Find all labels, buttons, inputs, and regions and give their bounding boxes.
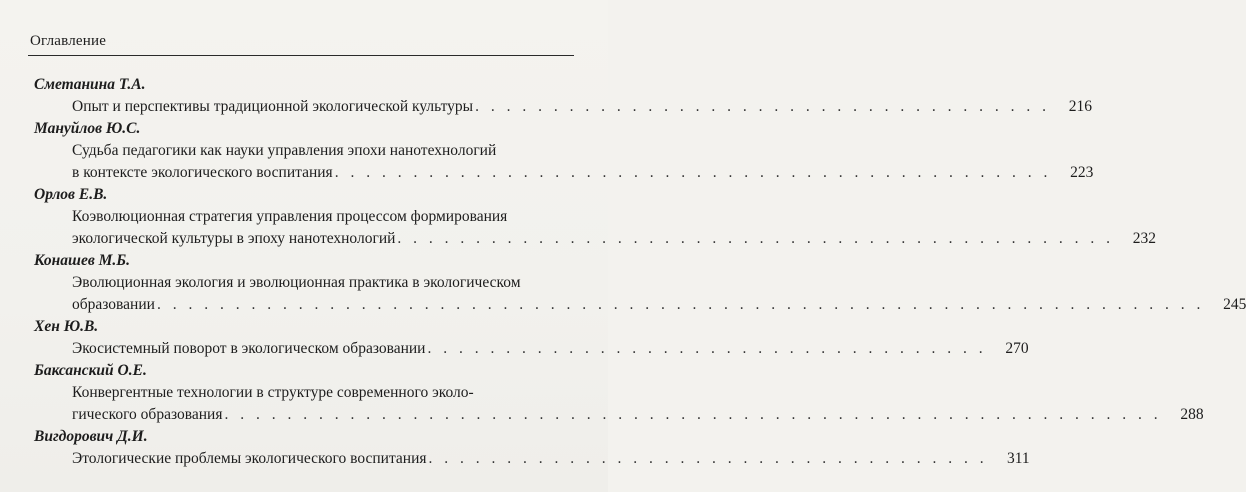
toc-entry[interactable] (34, 338, 1029, 360)
toc-entry-title: Эволюционная экология и эволюционная практика в экологическом (72, 274, 521, 291)
toc-entry[interactable] (34, 96, 1092, 118)
toc-entry-title: Судьба педагогики как науки управления эпохи нанотехнологий (72, 142, 497, 159)
toc-page-number: 311 (1006, 450, 1030, 467)
toc-entry-title: Конвергентные технологии в структуре современного эколо- (72, 384, 474, 401)
toc-entry-title: Коэволюционная стратегия управления процессом формирования (72, 208, 508, 225)
toc-entry-title-continued: гического образования (72, 406, 223, 423)
toc-author: Баксанский О.Е. (34, 362, 147, 379)
toc-page-number: 288 (1180, 406, 1204, 423)
toc-author: Хен Ю.В. (34, 318, 99, 335)
toc-entry-title: Этологические проблемы экологического воспитания (72, 450, 427, 467)
toc-entry-title: Опыт и перспективы традиционной экологической культуры (72, 98, 474, 115)
toc-entry[interactable] (34, 382, 1204, 426)
toc-page-number: 245 (1223, 296, 1246, 313)
toc-entry[interactable] (34, 272, 1246, 316)
toc-entry[interactable] (34, 140, 1094, 184)
toc-entry-title-continued: в контексте экологического воспитания (72, 164, 333, 181)
header-rule (28, 55, 574, 56)
toc-entry[interactable] (34, 448, 1030, 470)
toc-author: Орлов Е.В. (34, 186, 108, 203)
toc-author: Мануйлов Ю.С. (34, 120, 141, 137)
page-header: Оглавление (30, 33, 107, 49)
leader-dots: . . . . . . . . . . . . . . . . . . . . . . . . . . . . . . . . . . . . . . . . . . . . . . (397, 230, 1115, 247)
toc-author: Конашев М.Б. (34, 252, 130, 269)
toc-page-number: 223 (1070, 164, 1094, 181)
leader-dots: . . . . . . . . . . . . . . . . . . . . . . . . . . . . . . . . . . . . . (475, 98, 1050, 115)
toc-entry[interactable] (34, 206, 1157, 250)
toc-author: Сметанина Т.А. (34, 76, 146, 93)
toc-entry-title-continued: экологической культуры в эпоху нанотехнологий (72, 230, 396, 247)
toc-entry-title: Экосистемный поворот в экологическом образовании (72, 340, 426, 357)
table-of-contents (34, 74, 1246, 470)
toc-entry-title-continued: образовании (72, 296, 155, 313)
leader-dots: . . . . . . . . . . . . . . . . . . . . . . . . . . . . . . . . . . . . (427, 340, 987, 357)
toc-author: Вигдорович Д.И. (34, 428, 148, 445)
toc-page-number: 216 (1068, 98, 1092, 115)
leader-dots: . . . . . . . . . . . . . . . . . . . . . . . . . . . . . . . . . . . . . . . . . . . . . . (334, 164, 1052, 181)
toc-page-number: 270 (1005, 340, 1029, 357)
leader-dots: . . . . . . . . . . . . . . . . . . . . . . . . . . . . . . . . . . . . . . . . . . . . . . . . . . . . . . . . . . . . (224, 406, 1162, 423)
leader-dots: . . . . . . . . . . . . . . . . . . . . . . . . . . . . . . . . . . . . (428, 450, 988, 467)
toc-page-number: 232 (1132, 230, 1157, 247)
leader-dots: . . . . . . . . . . . . . . . . . . . . . . . . . . . . . . . . . . . . . . . . . . . . . . . . . . . . . . . . . . . . . . . . . . . (156, 296, 1205, 313)
